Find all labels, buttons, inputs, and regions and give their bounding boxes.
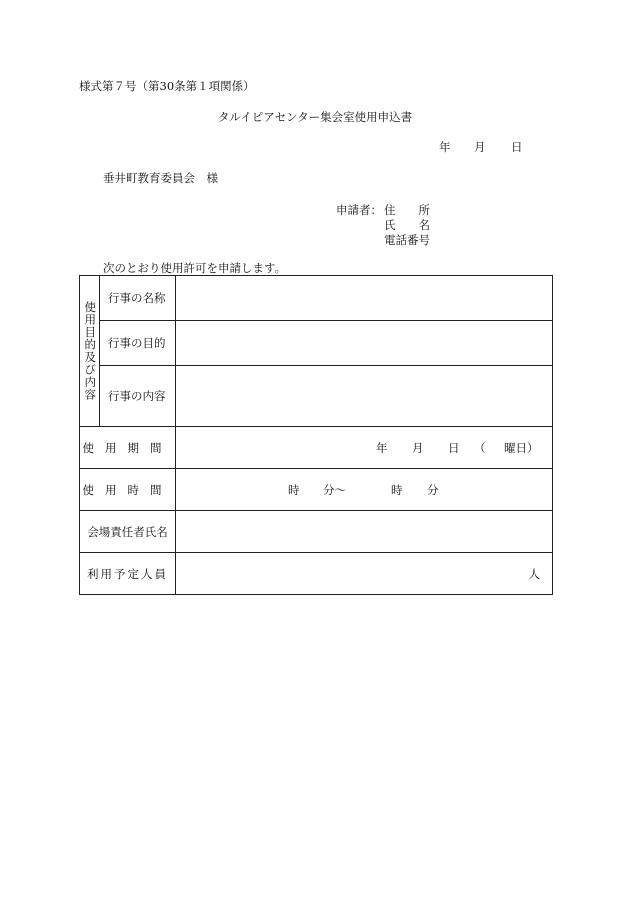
attendees-label: 利用予定人員 [87,566,168,581]
applicant-block [336,203,430,248]
period-label: 使用期間 [82,440,173,455]
manager-label: 会場責任者氏名 [87,524,168,539]
date-day-label: 日 [511,140,523,154]
intro-text: 次のとおり使用許可を申請します。 [103,261,287,275]
address-label: 住 所 [384,203,430,217]
document-title: タルイピアセンター集会室使用申込書 [217,110,413,124]
period-weekday-open: （ [474,440,486,455]
period-day: 日 [448,440,460,455]
period-month: 月 [412,440,424,455]
purpose-group-label: 使用目的及び内容 [83,301,98,401]
purpose-group-cell [80,276,100,427]
event-purpose-field[interactable] [176,321,553,366]
applicant-label: 申請者： [336,203,382,217]
event-name-label: 行事の名称 [100,276,176,321]
time-to-min: 分 [427,482,439,497]
period-weekday: 曜日） [504,440,539,455]
phone-label: 電話番号 [384,233,430,247]
event-content-field[interactable] [176,366,553,427]
time-from-hour: 時 [288,482,300,497]
date-month-label: 月 [474,140,486,154]
date-year-label: 年 [439,140,451,154]
time-field[interactable] [176,469,553,511]
event-name-field[interactable] [176,276,553,321]
period-label-cell [80,427,176,469]
manager-label-cell [80,511,176,553]
time-label-cell [80,469,176,511]
period-field[interactable] [176,427,553,469]
time-from-min: 分～ [323,482,346,497]
application-date [439,142,523,154]
manager-field[interactable] [176,511,553,553]
application-table [79,275,553,595]
form-number: 様式第７号（第30条第１項関係） [79,79,255,93]
event-purpose-label: 行事の目的 [100,321,176,366]
period-year: 年 [376,440,388,455]
event-content-label: 行事の内容 [100,366,176,427]
attendees-field[interactable] [176,553,553,595]
time-label: 使用時間 [82,482,173,497]
attendees-unit: 人 [528,566,540,581]
name-label: 氏 名 [384,218,430,232]
addressee: 垂井町教育委員会 様 [103,171,218,185]
time-to-hour: 時 [391,482,403,497]
attendees-label-cell [80,553,176,595]
